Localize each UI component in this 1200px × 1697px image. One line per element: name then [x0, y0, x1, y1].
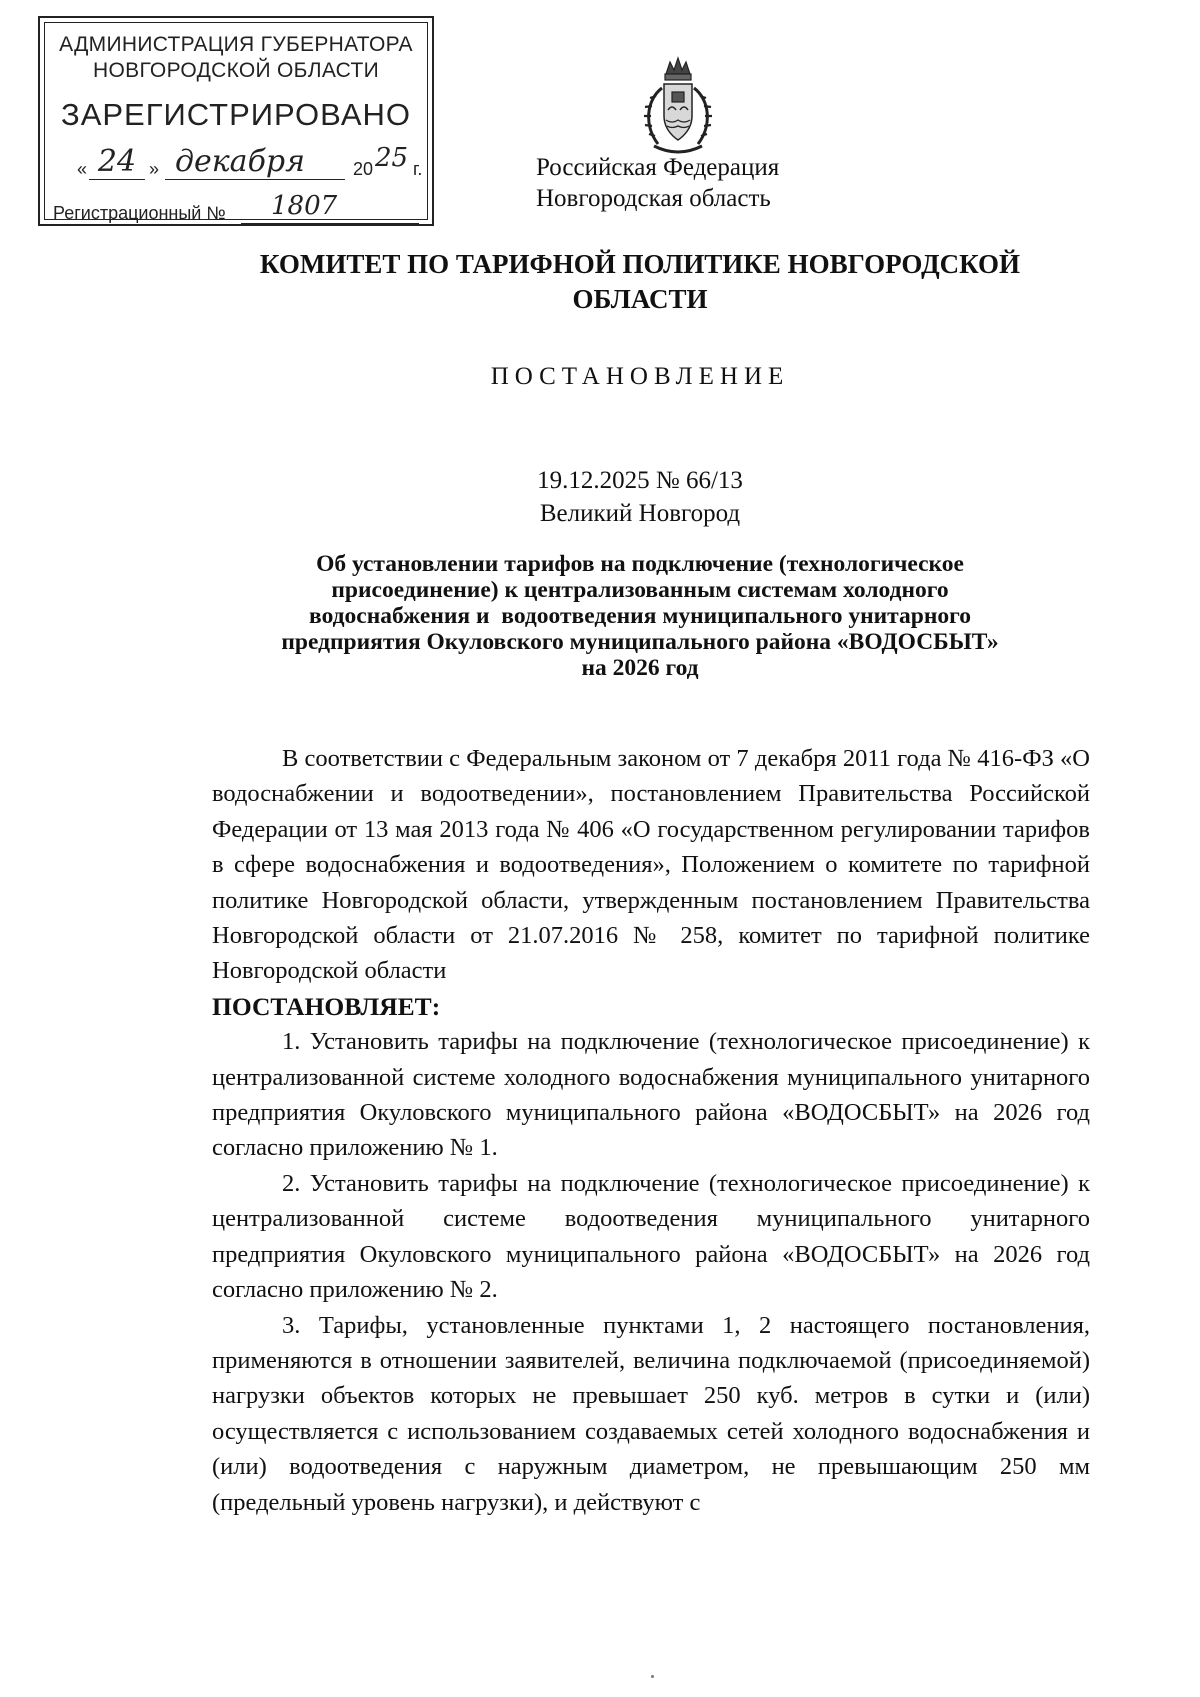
stamp-registration-number [53, 191, 433, 225]
document-subject [230, 551, 1050, 681]
stamp-year-unit: г. [413, 159, 423, 179]
country-name: Российская Федерация [536, 154, 780, 181]
stamp-administration-line: АДМИНИСТРАЦИЯ ГУБЕРНАТОРА [59, 33, 413, 56]
resolution-verb: ПОСТАНОВЛЯЕТ: [212, 991, 441, 1021]
document-date-number [440, 464, 840, 530]
stamp-reg-number-handwritten: 1807 [241, 189, 419, 224]
subject-line-2: присоединение) к централизованным системам холодного [331, 577, 949, 603]
preamble-paragraph: В соответствии с Федеральным законом от 7 декабря 2011 года № 416-ФЗ «О водоснабжении и водоотведении», постановлением Правительства Российской Федерации от 13 мая 2013 года № 406 «О государственном регулировании тарифов в сфере водоснабжения и водоотведения», Положением о комитете по тарифной политике Новгородской области, утвержденным постановлением Правительства Новгородской области от 21.07.2016 № 258, комитет по тарифной политике Новгородской области [212, 745, 1090, 985]
subject-line-3: водоснабжения и водоотведения муниципального унитарного [309, 603, 971, 629]
stamp-registered-label: ЗАРЕГИСТРИРОВАНО [60, 97, 411, 132]
stamp-day-handwritten: 24 [89, 145, 145, 180]
document-body [212, 741, 1090, 1520]
stamp-reg-label: Регистрационный № [53, 203, 226, 223]
stamp-month-handwritten: декабря [165, 145, 345, 180]
scan-speck [651, 1675, 654, 1678]
stamp-inner-border [44, 22, 428, 223]
document-date-and-number: 19.12.2025 № 66/13 [537, 467, 743, 494]
committee-title [200, 247, 1080, 317]
stamp-region-line: НОВГОРОДСКОЙ ОБЛАСТИ [93, 59, 379, 82]
registration-stamp [38, 16, 434, 226]
committee-title-line-1: КОМИТЕТ ПО ТАРИФНОЙ ПОЛИТИКЕ НОВГОРОДСКОЙ [259, 249, 1021, 279]
subject-line-5: на 2026 год [581, 655, 699, 681]
coat-of-arms-icon [636, 54, 720, 162]
committee-title-line-2: ОБЛАСТИ [572, 284, 708, 314]
stamp-year-suffix-handwritten: 25 [375, 143, 409, 173]
document-type: ПОСТАНОВЛЕНИЕ [490, 363, 790, 390]
subject-line-4: предприятия Окуловского муниципального района «ВОДОСБЫТ» [281, 629, 999, 655]
item-2-paragraph: 2. Установить тарифы на подключение (технологическое присоединение) к централизованной системе водоотведения муниципального унитарного предприятия Окуловского муниципального района «ВОДОСБЫТ» на 2026 год согласно приложению № 2. [212, 1169, 1090, 1304]
item-3-paragraph: 3. Тарифы, установленные пунктами 1, 2 настоящего постановления, применяются в отношении заявителей, величина подключаемой (присоединяемой) нагрузки объектов которых не превышает 250 куб. метров в сутки и (или) осуществляется с использованием создаваемых сетей холодного водоснабжения и (или) водоотведения с наружным диаметром, не превышающим 250 мм (предельный уровень нагрузки), и действуют с [212, 1311, 1090, 1516]
subject-line-1: Об установлении тарифов на подключение (технологическое [316, 551, 964, 577]
stamp-quote-open: « [77, 159, 88, 179]
country-region-header [536, 152, 836, 214]
stamp-year-prefix: 20 [353, 159, 374, 179]
item-1-paragraph: 1. Установить тарифы на подключение (технологическое присоединение) к централизованной системе холодного водоснабжения муниципального унитарного предприятия Окуловского муниципального района «ВОДОСБЫТ» на 2026 год согласно приложению № 1. [212, 1028, 1090, 1162]
document-city: Великий Новгород [539, 500, 741, 527]
stamp-quote-close: » [149, 159, 160, 179]
stamp-date [75, 143, 435, 185]
region-name: Новгородская область [536, 185, 771, 212]
